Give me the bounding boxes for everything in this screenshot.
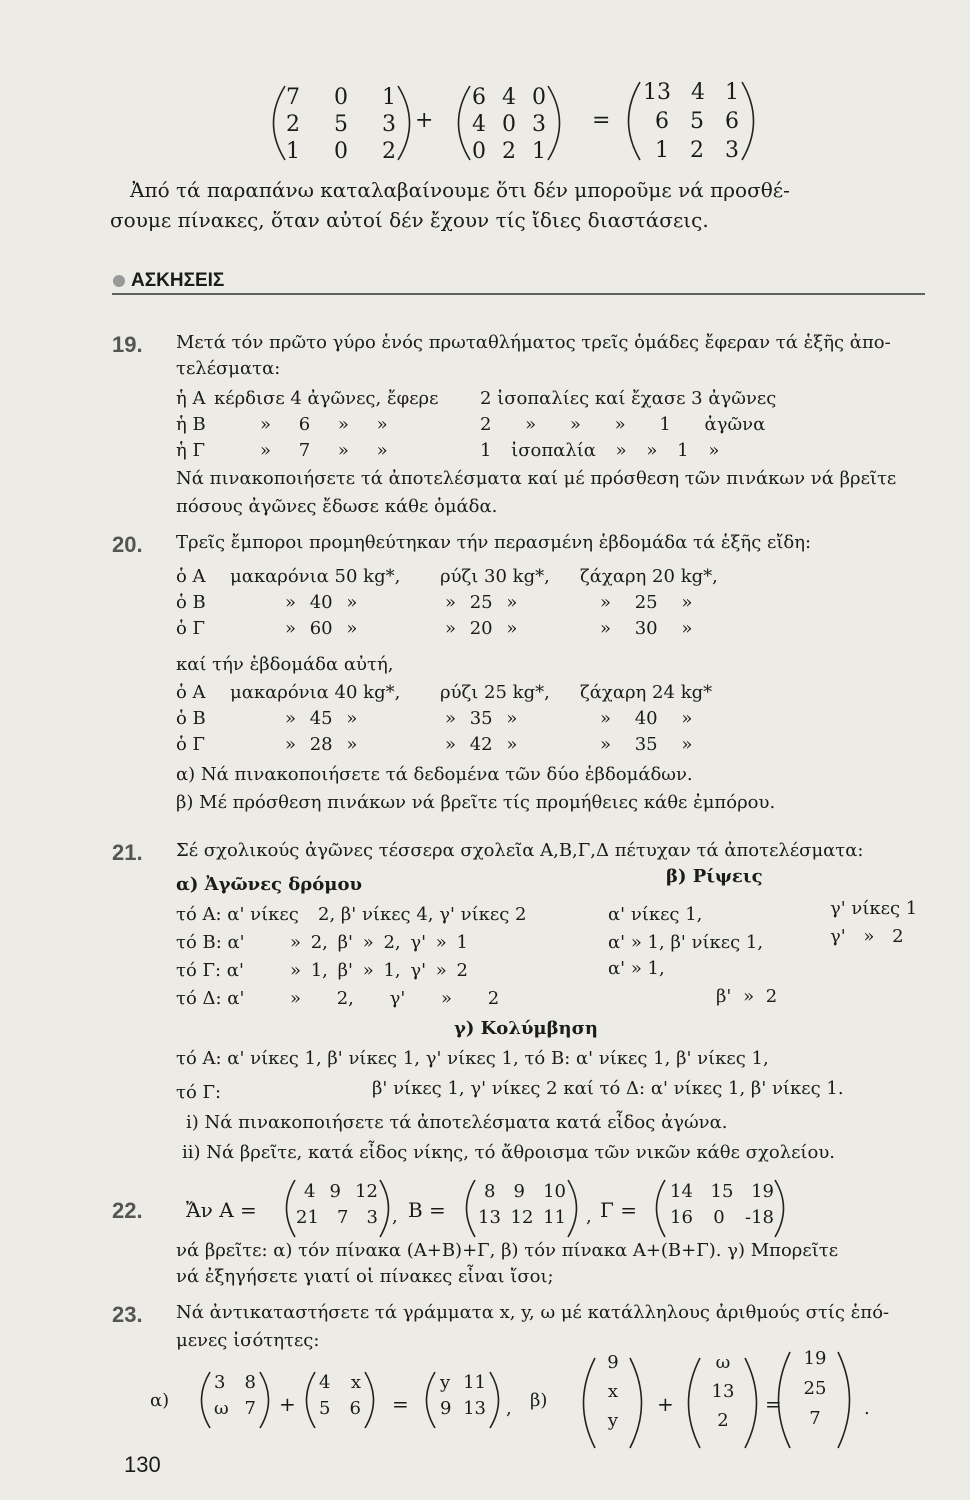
cell: 1 bbox=[725, 80, 739, 105]
exercise-task: i) Νά πινακοποιήσετε τά ἀποτελέσματα κατά εἶδος ἀγώνα. bbox=[186, 1112, 728, 1133]
exercise-text: τό Γ: bbox=[176, 1082, 222, 1103]
matrix-1 bbox=[286, 85, 396, 164]
cell: 16 bbox=[670, 1207, 693, 1228]
cell: 0 bbox=[532, 85, 546, 110]
cell: 2 bbox=[717, 1410, 729, 1431]
cell: 1 bbox=[286, 139, 300, 164]
paren bbox=[490, 1372, 499, 1428]
plus-sign: + bbox=[657, 1392, 674, 1416]
paren bbox=[584, 1358, 596, 1448]
supply-value: » 25 » bbox=[600, 592, 693, 613]
subheading: α) Ἀγῶνες δρόμου bbox=[176, 874, 362, 895]
supply-value: » 35 » bbox=[600, 734, 693, 755]
cell: 2 bbox=[286, 112, 300, 137]
cell: 6 bbox=[472, 85, 486, 110]
cell: 0 bbox=[502, 112, 516, 137]
school-result: α' » 1, bbox=[608, 958, 665, 979]
school-result: τό Γ: α' bbox=[176, 960, 244, 981]
cell: 11 bbox=[543, 1207, 566, 1228]
cell: 13 bbox=[478, 1207, 501, 1228]
supply-value: » 45 » bbox=[285, 708, 358, 729]
cell: 6 bbox=[349, 1398, 361, 1419]
cell: 5 bbox=[334, 112, 348, 137]
cell: 4 bbox=[319, 1372, 331, 1393]
matrix-a3 bbox=[440, 1372, 486, 1419]
cell: 7 bbox=[337, 1207, 349, 1228]
intro-line: σουμε πίνακες, ὅταν αὐτοί δέν ἔχουν τίς ἴδιες διαστάσεις. bbox=[110, 208, 709, 232]
paren bbox=[427, 1372, 436, 1428]
merchant-label: ὁ Α bbox=[176, 682, 206, 703]
vector-b2 bbox=[704, 1348, 742, 1435]
exercise-number: 19. bbox=[112, 332, 143, 357]
cell: 13 bbox=[711, 1381, 735, 1402]
exercise-task: α) Νά πινακοποιήσετε τά δεδομένα τῶν δύο ἑβδομάδων. bbox=[176, 764, 693, 785]
vector-b3 bbox=[795, 1344, 835, 1434]
intro-line: Ἀπό τά παραπάνω καταλαβαίνουμε ὅτι δέν μποροῦμε νά προσθέ- bbox=[130, 178, 790, 202]
equals-sign: = bbox=[392, 1392, 409, 1416]
supply-value: » 28 » bbox=[285, 734, 358, 755]
team-result: » 7 » » bbox=[260, 440, 388, 461]
matrix-B bbox=[478, 1181, 566, 1228]
section-title: ΑΣΚΗΣΕΙΣ bbox=[131, 270, 225, 291]
cell: 13 bbox=[463, 1398, 486, 1419]
cell: 3 bbox=[214, 1372, 226, 1393]
cell: 4 bbox=[691, 80, 705, 105]
merchant-label: ὁ Γ bbox=[176, 618, 206, 639]
school-result: β' » 2 bbox=[716, 986, 778, 1007]
cell: 9 bbox=[440, 1398, 452, 1419]
cell: 1 bbox=[532, 139, 546, 164]
cell: 4 bbox=[502, 85, 516, 110]
cell: 7 bbox=[809, 1408, 821, 1429]
equals-sign: = bbox=[592, 108, 611, 133]
exercise-text: πόσους ἀγῶνες ἔδωσε κάθε ὁμάδα. bbox=[176, 496, 498, 517]
cell: -18 bbox=[744, 1207, 774, 1228]
cell: 0 bbox=[334, 85, 348, 110]
team-result: » 6 » » bbox=[260, 414, 388, 435]
cell: y bbox=[607, 1410, 619, 1431]
exercise-number: 20. bbox=[112, 532, 143, 557]
cell: 3 bbox=[382, 112, 396, 137]
cell: 9 bbox=[329, 1181, 341, 1202]
paren bbox=[548, 86, 560, 160]
part-label: α) bbox=[150, 1390, 170, 1411]
cell: 19 bbox=[803, 1348, 827, 1369]
supply-value: ζάχαρη 20 kg*, bbox=[580, 566, 718, 587]
exercise-text: τελέσματα: bbox=[176, 358, 281, 379]
equation-label: Ἄν Α = bbox=[186, 1198, 257, 1222]
cell: 9 bbox=[607, 1352, 619, 1373]
paren bbox=[380, 1180, 389, 1237]
school-result: » 2, γ' » 2 bbox=[290, 988, 500, 1009]
comma: , bbox=[506, 1398, 512, 1419]
exercise-text: νά βρεῖτε: α) τόν πίνακα (Α+Β)+Γ, β) τόν πίνακα Α+(Β+Γ). γ) Μπορεῖτε bbox=[176, 1240, 839, 1261]
team-result: 2 » » » 1 ἀγῶνα bbox=[480, 414, 766, 435]
vector-b1 bbox=[600, 1348, 626, 1435]
cell: 3 bbox=[532, 112, 546, 137]
cell: 6 bbox=[725, 109, 739, 134]
cell: 0 bbox=[472, 139, 486, 164]
plus-sign: + bbox=[279, 1392, 296, 1416]
cell: 14 bbox=[670, 1181, 693, 1202]
cell: 3 bbox=[725, 138, 739, 163]
cell: 1 bbox=[382, 85, 396, 110]
school-result: γ' » 2 bbox=[830, 926, 904, 947]
cell: ω bbox=[214, 1398, 229, 1419]
merchant-label: ὁ Α bbox=[176, 566, 206, 587]
school-result: τό Β: α' bbox=[176, 932, 245, 953]
equals-sign: = bbox=[765, 1392, 782, 1416]
supply-value: ρύζι 25 kg*, bbox=[440, 682, 550, 703]
exercise-text: τό Α: α' νίκες 1, β' νίκες 1, γ' νίκες 1, τό Β: α' νίκες 1, β' νίκες 1, bbox=[176, 1048, 769, 1069]
cell: 13 bbox=[643, 80, 671, 105]
team-result: 2 ἰσοπαλίες καί ἔχασε 3 ἀγῶνες bbox=[480, 388, 777, 409]
part-label: β) bbox=[530, 1390, 548, 1411]
supply-value: ζάχαρη 24 kg* bbox=[580, 682, 713, 703]
paren bbox=[568, 1180, 577, 1237]
period: . bbox=[864, 1398, 870, 1419]
exercise-text: Τρεῖς ἔμποροι προμηθεύτηκαν τήν περασμένη ἑβδομάδα τά ἑξῆς εἴδη: bbox=[176, 532, 812, 553]
equation-label: Γ = bbox=[600, 1198, 637, 1222]
paren bbox=[657, 1180, 666, 1237]
matrix-A bbox=[296, 1181, 378, 1228]
subheading: β) Ρίψεις bbox=[666, 866, 763, 887]
cell: ω bbox=[715, 1352, 731, 1373]
cell: 10 bbox=[543, 1181, 566, 1202]
cell: 1 bbox=[655, 138, 669, 163]
team-label: ἡ Α bbox=[176, 388, 206, 409]
exercise-text: Νά πινακοποιήσετε τά ἀποτελέσματα καί μέ πρόσθεση τῶν πινάκων νά βρεῖτε bbox=[176, 468, 897, 489]
cell: 5 bbox=[690, 109, 704, 134]
supply-value: μακαρόνια 50 kg*, bbox=[230, 566, 401, 587]
cell: x bbox=[350, 1372, 361, 1393]
paren bbox=[365, 1372, 374, 1428]
merchant-label: ὁ Γ bbox=[176, 734, 206, 755]
cell: 0 bbox=[713, 1207, 725, 1228]
cell: 12 bbox=[355, 1181, 378, 1202]
cell: 7 bbox=[244, 1398, 256, 1419]
supply-value: ρύζι 30 kg*, bbox=[440, 566, 550, 587]
supply-value: » 60 » bbox=[285, 618, 358, 639]
paren bbox=[467, 1180, 476, 1237]
cell: 4 bbox=[304, 1181, 316, 1202]
cell: 21 bbox=[296, 1207, 319, 1228]
school-result: α' » 1, β' νίκες 1, bbox=[608, 932, 764, 953]
bullet-icon bbox=[113, 275, 125, 287]
team-result: κέρδισε 4 ἀγῶνες, ἔφερε bbox=[214, 388, 439, 409]
school-result: γ' νίκες 1 bbox=[830, 898, 918, 919]
matrix-a2 bbox=[319, 1372, 361, 1419]
cell: 15 bbox=[710, 1181, 734, 1202]
merchant-label: ὁ Β bbox=[176, 592, 206, 613]
comma: , bbox=[392, 1206, 398, 1227]
merchant-label: ὁ Β bbox=[176, 708, 206, 729]
paren bbox=[202, 1372, 211, 1428]
cell: 6 bbox=[655, 109, 669, 134]
paren bbox=[745, 1358, 757, 1448]
cell: 11 bbox=[463, 1372, 486, 1393]
paren bbox=[307, 1372, 316, 1428]
matrix-G bbox=[670, 1181, 774, 1228]
cell: 3 bbox=[366, 1207, 378, 1228]
matrix-3 bbox=[643, 80, 739, 163]
cell: 7 bbox=[286, 85, 300, 110]
cell: 2 bbox=[502, 139, 516, 164]
cell: 0 bbox=[334, 139, 348, 164]
paren bbox=[742, 82, 754, 160]
supply-value: » 40 » bbox=[285, 592, 358, 613]
paren bbox=[629, 82, 641, 160]
team-label: ἡ Β bbox=[176, 414, 206, 435]
supply-value: » 42 » bbox=[445, 734, 518, 755]
exercise-text: Μετά τόν πρῶτο γύρο ἑνός πρωταθλήματος τρεῖς ὁμάδες ἔφεραν τά ἑξῆς ἀπο- bbox=[176, 332, 891, 353]
paren bbox=[287, 1180, 296, 1237]
team-label: ἡ Γ bbox=[176, 440, 205, 461]
exercise-task: β) Μέ πρόσθεση πινάκων νά βρεῖτε τίς προμήθειες κάθε ἐμπόρου. bbox=[176, 792, 776, 813]
school-result: » 1, β' » 1, γ' » 2 bbox=[290, 960, 468, 981]
paren bbox=[689, 1358, 701, 1448]
cell: 25 bbox=[803, 1378, 827, 1399]
cell: 19 bbox=[751, 1181, 774, 1202]
exercise-text: μενες ἰσότητες: bbox=[176, 1330, 320, 1351]
school-result: α' νίκες 1, bbox=[608, 904, 703, 925]
team-result: 1 ἰσοπαλία » » 1 » bbox=[480, 440, 720, 461]
paren bbox=[398, 86, 410, 160]
school-result: » 2, β' » 2, γ' » 1 bbox=[290, 932, 468, 953]
comma: , bbox=[586, 1206, 592, 1227]
supply-value: » 40 » bbox=[600, 708, 693, 729]
paren bbox=[838, 1352, 850, 1448]
exercise-text: Σέ σχολικούς ἀγῶνες τέσσερα σχολεῖα Α,Β,Γ,Δ πέτυχαν τά ἀποτελέσματα: bbox=[176, 840, 864, 861]
school-result: 2, β' νίκες 4, γ' νίκες 2 bbox=[318, 904, 527, 925]
cell: y bbox=[440, 1372, 451, 1393]
paren bbox=[775, 1180, 784, 1237]
cell: 8 bbox=[244, 1372, 256, 1393]
exercise-number: 23. bbox=[112, 1302, 143, 1327]
cell: 2 bbox=[690, 138, 704, 163]
matrix-a1 bbox=[214, 1372, 256, 1419]
exercise-number: 21. bbox=[112, 840, 143, 865]
paren bbox=[459, 86, 471, 160]
exercise-text: καί τήν ἑβδομάδα αὐτή, bbox=[176, 654, 394, 675]
school-result: τό Α: α' νίκες bbox=[176, 904, 299, 925]
equation-label: Β = bbox=[408, 1198, 446, 1222]
supply-value: » 30 » bbox=[600, 618, 693, 639]
paren bbox=[260, 1372, 269, 1428]
cell: 2 bbox=[382, 139, 396, 164]
subheading: γ) Κολύμβηση bbox=[454, 1018, 598, 1039]
exercise-text: β' νίκες 1, γ' νίκες 2 καί τό Δ: α' νίκες 1, β' νίκες 1. bbox=[372, 1078, 844, 1099]
cell: 12 bbox=[510, 1207, 534, 1228]
exercise-task: ii) Νά βρεῖτε, κατά εἶδος νίκης, τό ἄθροισμα τῶν νικῶν κάθε σχολείου. bbox=[182, 1142, 835, 1163]
supply-value: μακαρόνια 40 kg*, bbox=[230, 682, 401, 703]
plus-sign: + bbox=[415, 108, 434, 133]
supply-value: » 35 » bbox=[445, 708, 518, 729]
cell: 8 bbox=[484, 1181, 496, 1202]
paren bbox=[630, 1358, 642, 1448]
exercise-text: Νά ἀντικαταστήσετε τά γράμματα x, y, ω μέ κατάλληλους ἀριθμούς στίς ἑπό- bbox=[176, 1302, 890, 1323]
page-number: 130 bbox=[124, 1452, 161, 1477]
cell: 4 bbox=[472, 112, 486, 137]
cell: x bbox=[607, 1381, 619, 1402]
exercise-number: 22. bbox=[112, 1198, 143, 1223]
exercise-text: νά ἐξηγήσετε γιατί οἱ πίνακες εἶναι ἴσοι; bbox=[176, 1266, 554, 1287]
cell: 5 bbox=[319, 1398, 331, 1419]
paren bbox=[274, 86, 286, 160]
cell: 9 bbox=[513, 1181, 525, 1202]
supply-value: » 20 » bbox=[445, 618, 518, 639]
matrix-2 bbox=[472, 85, 546, 164]
supply-value: » 25 » bbox=[445, 592, 518, 613]
school-result: τό Δ: α' bbox=[176, 988, 245, 1009]
